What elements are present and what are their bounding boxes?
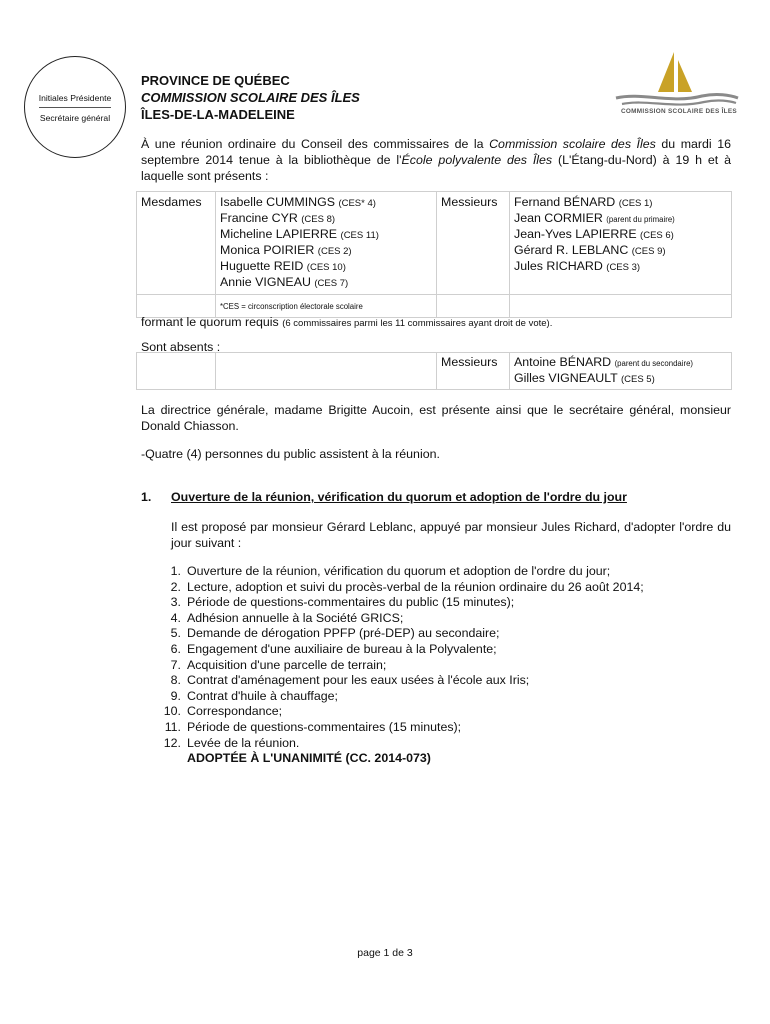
agenda-item-number: 12. (163, 735, 181, 750)
person-note: (CES 1) (618, 198, 653, 209)
agenda-item-text: Levée de la réunion. (187, 735, 300, 750)
mesdames-label: Mesdames (137, 192, 216, 295)
agenda-item-number: 11. (164, 719, 181, 734)
initials-seal (24, 56, 126, 158)
person-name: Gérard R. LEBLANC (514, 243, 629, 257)
intro-part-2: du mardi 16 septembre 2014 tenue à la bibliothèque de l' (141, 137, 732, 167)
person-row (514, 371, 727, 387)
agenda-item (163, 704, 644, 720)
person-note: (CES 7) (314, 278, 349, 289)
person-row (514, 243, 727, 259)
messieurs-names (514, 195, 727, 275)
person-name: Gilles VIGNEAULT (514, 371, 618, 385)
agenda-item-number: 1. (170, 564, 181, 578)
intro-part-1: À une réunion ordinaire du Conseil des commissaires de la (141, 137, 490, 151)
agenda-item-text: Engagement d'une auxiliaire de bureau à la Polyvalente; (187, 641, 497, 656)
province-line: PROVINCE DE QUÉBEC (141, 73, 290, 88)
person-note: (CES 9) (631, 246, 666, 257)
commission-line: COMMISSION SCOLAIRE DES ÎLES (141, 90, 360, 105)
person-row (220, 243, 432, 259)
agenda-item-text: Ouverture de la réunion, vérification du quorum et adoption de l'ordre du jour; (187, 564, 611, 578)
person-name: Huguette REID (220, 259, 304, 273)
agenda-item (171, 658, 644, 674)
absents-label: Sont absents : (141, 340, 221, 354)
person-row (514, 355, 727, 371)
agenda-item-text: Correspondance; (187, 704, 283, 719)
person-note: (CES 10) (306, 262, 346, 273)
agenda-item (171, 580, 644, 596)
agenda-item (171, 642, 644, 658)
person-row (514, 195, 727, 211)
attendance-table (136, 191, 732, 318)
agenda-item (164, 719, 644, 736)
person-row (220, 211, 432, 227)
person-note: (CES 2) (317, 246, 352, 257)
agenda-item-number: 4. (170, 610, 181, 625)
dg-paragraph: La directrice générale, madame Brigitte Aucoin, est présente ainsi que le secrétaire général, monsieur Donald Chiasson. (141, 403, 731, 433)
agenda-item-number: 8. (170, 673, 181, 688)
agenda-item-text: Contrat d'aménagement pour les eaux usées à l'école aux Iris; (187, 673, 530, 688)
agenda-item-text: Demande de dérogation PPFP (pré-DEP) au secondaire; (187, 626, 500, 641)
public-paragraph: -Quatre (4) personnes du public assistent à la réunion. (141, 447, 440, 461)
person-note: (CES 11) (340, 230, 379, 241)
agenda-item-text: Lecture, adoption et suivi du procès-verbal de la réunion ordinaire du 26 août 2014; (187, 579, 644, 594)
agenda-item-number: 6. (170, 641, 181, 656)
quorum-main: formant le quorum requis (141, 315, 279, 329)
agenda-item-number: 2. (170, 579, 181, 594)
person-note: (CES 5) (620, 374, 655, 385)
person-row (220, 195, 432, 211)
seal-secretary-label: Secrétaire général (39, 113, 111, 123)
person-note: (CES 8) (301, 214, 336, 225)
seal-president-label: Initiales Présidente (38, 93, 112, 103)
person-name: Jean CORMIER (514, 211, 603, 225)
document-header (141, 72, 360, 123)
mesdames-list (216, 192, 437, 295)
person-row (220, 227, 432, 243)
agenda-item (163, 735, 644, 752)
person-name: Francine CYR (220, 211, 298, 225)
person-note: (parent du secondaire) (614, 359, 694, 368)
agenda-item-text: Contrat d'huile à chauffage; (187, 688, 338, 703)
quorum-detail: (6 commissaires parmi les 11 commissaires ayant droit de vote). (282, 318, 553, 329)
adoption-statement: ADOPTÉE À L'UNANIMITÉ (CC. 2014-073) (187, 751, 431, 765)
agenda-item-number: 3. (170, 595, 181, 610)
person-name: Jean-Yves LAPIERRE (514, 227, 637, 241)
person-note: (CES 6) (640, 230, 674, 241)
agenda-item (171, 564, 644, 580)
absents-table (136, 352, 732, 390)
intro-school: École polyvalente des Îles (401, 153, 553, 167)
person-name: Fernand BÉNARD (514, 195, 616, 209)
person-note: (parent du primaire) (606, 215, 675, 224)
person-name: Jules RICHARD (514, 259, 603, 273)
person-name: Monica POIRIER (220, 243, 315, 257)
person-note: (CES 3) (606, 262, 641, 273)
agenda-item-text: Période de questions-commentaires (15 minutes); (187, 719, 462, 734)
section-title: Ouverture de la réunion, vérification du quorum et adoption de l'ordre du jour (171, 490, 627, 504)
agenda-item (171, 673, 644, 689)
agenda-item-number: 7. (170, 657, 181, 672)
quorum-line (141, 315, 552, 329)
seal-divider (39, 107, 111, 108)
absents-messieurs-label: Messieurs (437, 353, 510, 390)
agenda-item (171, 595, 644, 611)
person-note: (CES* 4) (338, 198, 376, 209)
messieurs-list (510, 192, 732, 295)
person-row (220, 275, 432, 291)
logo-caption: COMMISSION SCOLAIRE DES ÎLES (621, 108, 737, 115)
person-row (514, 259, 727, 275)
agenda-item-number: 5. (170, 626, 181, 641)
absents-list (510, 353, 732, 390)
person-name: Antoine BÉNARD (514, 355, 612, 369)
person-row (220, 259, 432, 275)
agenda-item (171, 611, 644, 627)
agenda-list (163, 564, 644, 751)
agenda-item (171, 689, 644, 705)
agenda-item-number: 9. (170, 688, 181, 703)
person-name: Annie VIGNEAU (220, 275, 311, 289)
person-row (514, 227, 727, 243)
intro-paragraph (141, 136, 731, 184)
intro-part-3: (L'Étang-du-Nord) à 19 h et à laquelle sont présents : (141, 153, 731, 183)
page-number: page 1 de 3 (357, 947, 413, 959)
mesdames-names (220, 195, 432, 291)
person-row (514, 211, 727, 227)
intro-org: Commission scolaire des Îles (489, 137, 656, 151)
agenda-item-text: Acquisition d'une parcelle de terrain; (187, 657, 387, 672)
proposal-paragraph: Il est proposé par monsieur Gérard Leblanc, appuyé par monsieur Jules Richard, d'adopter l'ordre du jour suivant : (171, 520, 731, 550)
person-name: Micheline LAPIERRE (220, 227, 338, 241)
section-number: 1. (141, 490, 152, 504)
ces-footnote: *CES = circonscription électorale scolaire (220, 302, 363, 311)
agenda-item-text: Période de questions-commentaires du public (15 minutes); (187, 595, 515, 610)
agenda-item (171, 626, 644, 642)
person-name: Isabelle CUMMINGS (220, 195, 335, 209)
messieurs-label: Messieurs (437, 192, 510, 295)
agenda-item-text: Adhésion annuelle à la Société GRICS; (187, 610, 404, 625)
agenda-item-number: 10. (163, 704, 181, 719)
region-line: ÎLES-DE-LA-MADELEINE (141, 107, 295, 122)
